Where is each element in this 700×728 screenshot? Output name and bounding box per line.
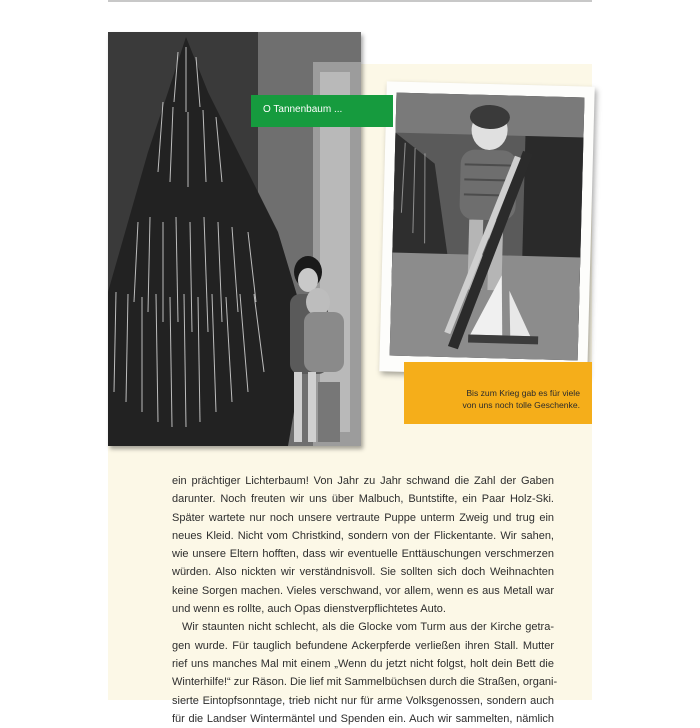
top-rule <box>108 0 592 2</box>
text-line: ein prächtiger Lichterbaum! Von Jahr zu Jahr schwand die Zahl der Gaben <box>172 475 554 487</box>
text-line: gen wurde. Für tauglich befundene Ackerpferde verließen ihren Stall. Mutter <box>172 639 554 652</box>
text-line: wie unsere Eltern hofften, dass wir eventuelle Enttäuschungen verschmerzen <box>172 548 554 561</box>
boy-with-skis-illustration <box>390 93 585 361</box>
text-line: neues Kleid. Nicht vom Christkind, sondern von der Flickentante. Wir sahen, <box>172 529 554 542</box>
text-line: keine Sorgen machen. Vieles verschwand, vor allem, wenn es aus Metall war <box>172 584 554 597</box>
paragraph-1 <box>172 472 554 618</box>
text-line: und wenn es rollte, auch Opas dienstverpflichtetes Auto. <box>172 603 446 616</box>
paragraph-2 <box>172 618 558 728</box>
photo-caption-box <box>404 362 592 424</box>
text-line: Später wartete nur noch unsere vertraute Puppe unterm Zweig und trug ein <box>172 511 554 524</box>
caption-line: Bis zum Krieg gab es für viele <box>466 388 580 398</box>
boy-with-skis-photo <box>379 81 595 376</box>
caption-line: von uns noch tolle Geschenke. <box>462 399 580 410</box>
photo-caption <box>404 388 592 411</box>
text-line: darunter. Noch freuten wir uns über Malbuch, Buntstifte, ein Paar Holz-Ski. <box>172 493 554 506</box>
body-text <box>172 472 558 728</box>
text-line: Winterhilfe!“ zur Räson. Die lief mit Sammelbüchsen durch die Straßen, organi- <box>172 676 558 689</box>
text-line: rief uns manches Mal mit einem „Wenn du jetzt nicht folgst, holt dein Bett die <box>172 657 554 670</box>
text-line: für die Landser Wintermäntel und Spenden ein. Auch wir sammelten, nämlich <box>172 712 554 725</box>
text-line: Wir staunten nicht schlecht, als die Glocke vom Turm aus der Kirche getra- <box>182 621 554 634</box>
text-line: würden. Also nickten wir verständnisvoll. Sie sollten sich doch Weihnachten <box>172 566 554 579</box>
text-line: sierte Eintopfsonntage, trieb nicht nur für arme Volksgenossen, sondern auch <box>172 694 554 707</box>
section-tag-label: O Tannenbaum ... <box>251 95 393 127</box>
